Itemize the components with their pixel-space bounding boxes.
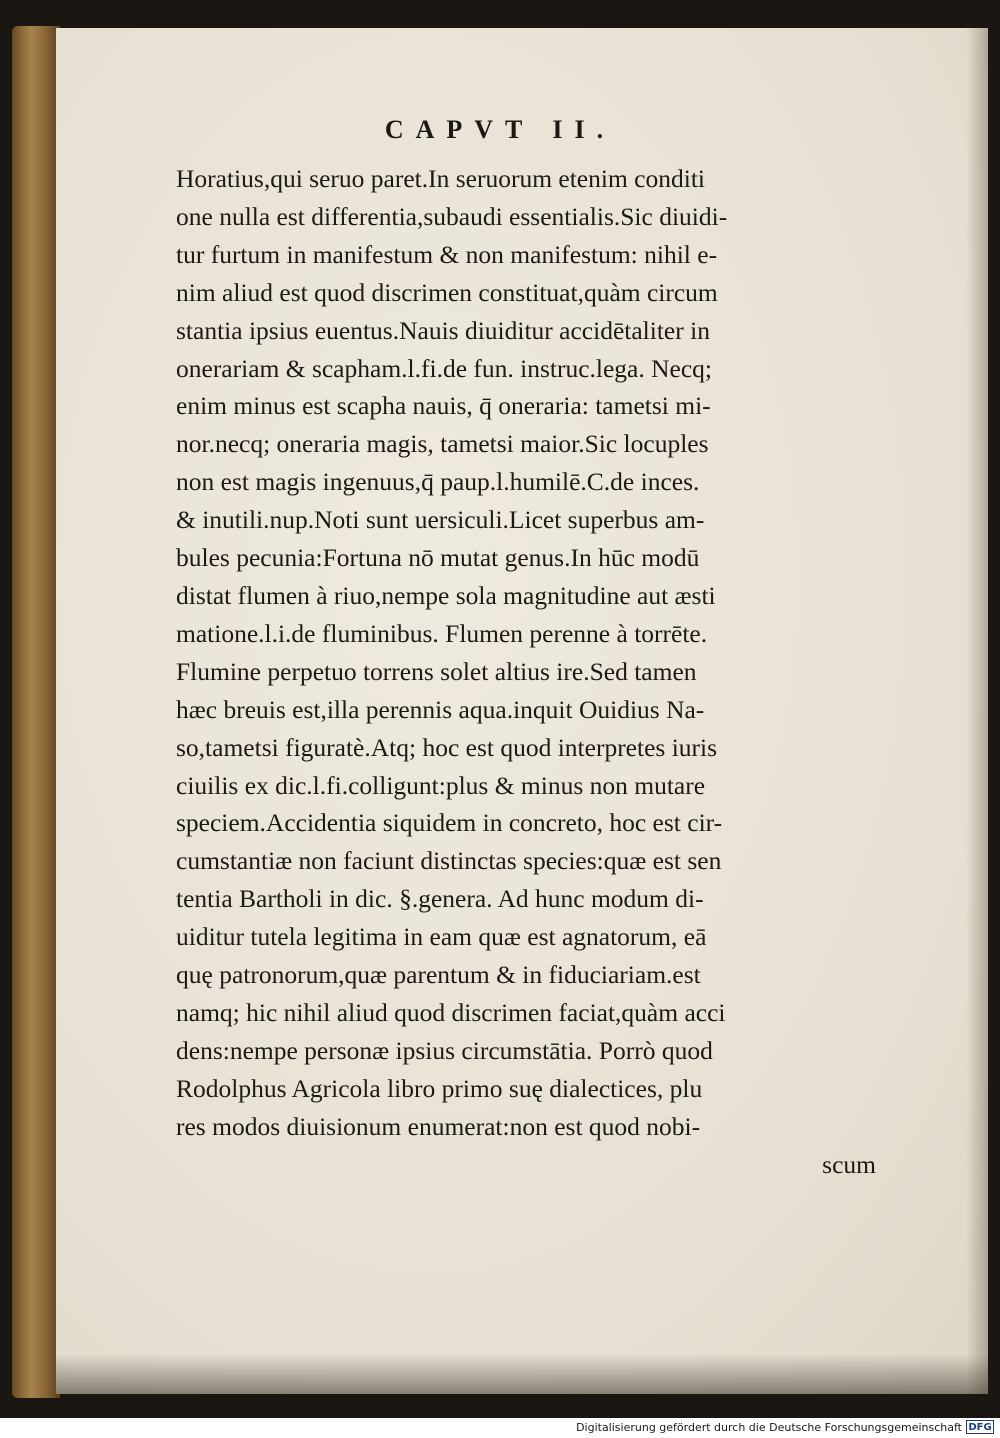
text-line: nor.necq; oneraria magis, tametsi maior.Sic locuples — [176, 429, 709, 459]
text-line: non est magis ingenuus,q̄ paup.l.humilē.C.de inces. — [176, 467, 700, 497]
text-line: ciuilis ex dic.l.fi.colligunt:plus & minus non mutare — [176, 770, 706, 800]
text-line: cumstantiæ non faciunt distinctas species:quæ est sen — [176, 846, 722, 876]
text-line: tur furtum in manifestum & non manifestum: nihil e- — [176, 239, 718, 269]
text-line: onerariam & scapham.l.fi.de fun. instruc.lega. Necq; — [176, 353, 713, 383]
page-gutter-shadow — [966, 28, 988, 1394]
text-line: res modos diuisionum enumerat:non est quod nobi- — [176, 1111, 701, 1141]
text-line: enim minus est scapha nauis, q̄ oneraria: tametsi mi- — [176, 391, 711, 421]
text-line: & inutili.nup.Noti sunt uersiculi.Licet superbus am- — [176, 505, 705, 535]
text-line: nim aliud est quod discrimen constituat,quàm circum — [176, 277, 718, 307]
text-line: Rodolphus Agricola libro primo suę dialectices, plu — [176, 1073, 703, 1103]
text-line: Flumine perpetuo torrens solet altius ire.Sed tamen — [176, 656, 697, 686]
text-line: matione.l.i.de fluminibus. Flumen perenne à torrēte. — [176, 618, 708, 648]
body-text — [176, 160, 876, 1183]
text-line: speciem.Accidentia siquidem in concreto, hoc est cir- — [176, 808, 723, 838]
text-line: uiditur tutela legitima in eam quæ est agnatorum, eā — [176, 922, 707, 952]
running-head: CAPVT II. — [384, 115, 616, 144]
text-line: quę patronorum,quæ parentum & in fiduciariam.est — [176, 960, 701, 990]
text-line: hæc breuis est,illa perennis aqua.inquit Ouidius Na- — [176, 694, 705, 724]
text-line: stantia ipsius euentus.Nauis diuiditur accidētaliter in — [176, 315, 710, 345]
book-fore-edge — [12, 26, 60, 1398]
text-line: one nulla est differentia,subaudi essentialis.Sic diuidi- — [176, 201, 728, 231]
text-line: tentia Bartholi in dic. §.genera. Ad hunc modum di- — [176, 884, 704, 914]
text-line: distat flumen à riuo,nempe sola magnitudine aut æsti — [176, 580, 716, 610]
text-line: bules pecunia:Fortuna nō mutat genus.In hūc modū — [176, 543, 700, 573]
text-line: dens:nempe personæ ipsius circumstātia. Porrò quod — [176, 1035, 713, 1065]
text-line: namq; hic nihil aliud quod discrimen faciat,quàm acci — [176, 997, 726, 1027]
text-line: so,tametsi figuratè.Atq; hoc est quod interpretes iuris — [176, 732, 718, 762]
footer-credit: Digitalisierung gefördert durch die Deutsche Forschungsgemeinschaft — [576, 1421, 962, 1434]
catchword: scum — [822, 1149, 876, 1179]
text-line: Horatius,qui seruo paret.In seruorum etenim conditi — [176, 164, 705, 193]
page-bottom-wear — [56, 1354, 988, 1394]
dfg-logo-icon: DFG — [966, 1420, 994, 1434]
